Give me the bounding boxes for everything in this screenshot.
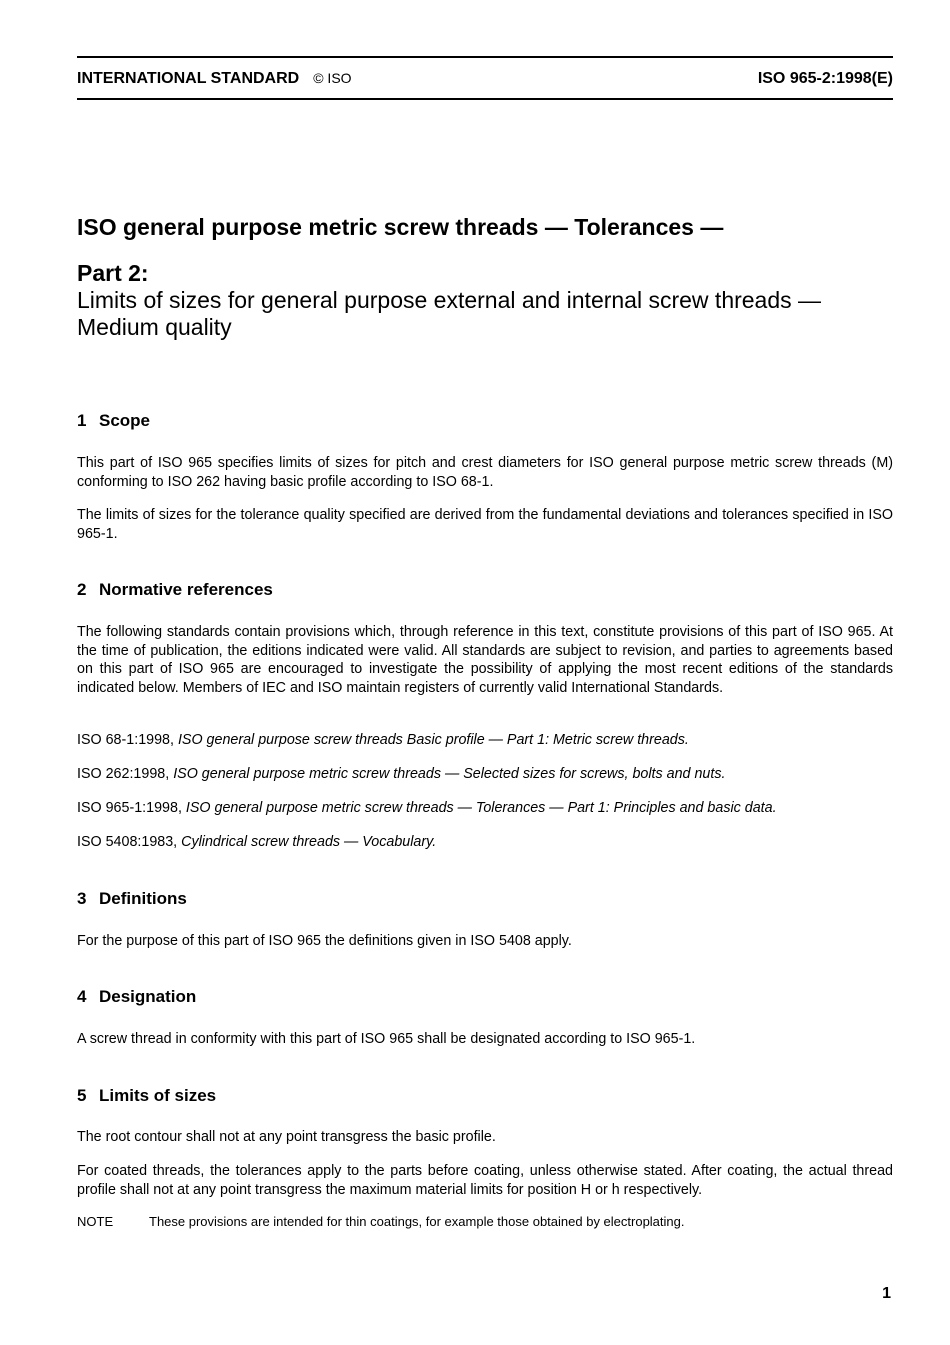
reference-title: Cylindrical screw threads — Vocabulary. (181, 834, 437, 850)
header-left (77, 70, 352, 88)
header-copyright: © ISO (313, 70, 352, 86)
section-heading-normative-references (77, 580, 273, 600)
reference-id: ISO 68-1:1998, (77, 732, 178, 748)
limits-paragraph-1: The root contour shall not at any point transgress the basic profile. (77, 1129, 496, 1145)
part-title: Limits of sizes for general purpose external and internal screw threads — Medium quality (77, 287, 822, 340)
section-heading-definitions (77, 889, 187, 909)
reference-title: ISO general purpose metric screw threads — Tolerances — Part 1: Principles and basic data. (185, 800, 777, 816)
reference-id: ISO 262:1998, (77, 766, 174, 782)
section-number: 2 (77, 580, 87, 599)
note (77, 1214, 685, 1230)
reference-id: ISO 5408:1983, (77, 834, 182, 850)
section-number: 5 (77, 1086, 87, 1105)
part-label: Part 2: (77, 260, 149, 286)
section-number: 3 (77, 889, 87, 908)
reference-id: ISO 965-1:1998, (77, 800, 186, 816)
limits-paragraph-2: For coated threads, the tolerances apply to the parts before coating, unless otherwise stated. After coating, the actual thread profile shall not at any point transgress the maximum material limits for position H or h respectively. (77, 1163, 893, 1198)
designation-paragraph: A screw thread in conformity with this part of ISO 965 shall be designated according to ISO 965-1. (77, 1031, 696, 1047)
page-number: 1 (882, 1285, 891, 1302)
section-number: 4 (77, 987, 87, 1006)
document-title: ISO general purpose metric screw threads — Tolerances — (77, 214, 724, 240)
section-heading-designation (77, 987, 196, 1007)
document-page (77, 0, 893, 1345)
section-number: 1 (77, 411, 87, 430)
header-doc-number: ISO 965-2:1998(E) (757, 70, 893, 87)
scope-paragraph-1: This part of ISO 965 specifies limits of sizes for pitch and crest diameters for ISO general purpose metric screw threads (M) conforming to ISO 262 having basic profile according to ISO 68-1. (77, 455, 893, 490)
section-title: Limits of sizes (99, 1086, 217, 1105)
header-standard-label: INTERNATIONAL STANDARD (77, 70, 300, 87)
reference-item (77, 731, 689, 750)
section-heading-scope (77, 411, 150, 431)
normative-intro-paragraph: The following standards contain provisions which, through reference in this text, constitute provisions of this part of ISO 965. At the time of publication, the editions indicated were valid. All standards are subject to revision, and parties to agreements based on this part of ISO 965 are encouraged to investigate the possibility of applying the most recent editions of the standards indicated below. Members of IEC and ISO maintain registers of currently valid International Standards. (77, 624, 893, 696)
note-text: These provisions are intended for thin coatings, for example those obtained by electroplating. (149, 1214, 685, 1229)
scope-paragraph-2: The limits of sizes for the tolerance quality specified are derived from the fundamental deviations and tolerances specified in ISO 965-1. (77, 507, 893, 542)
section-title: Designation (99, 987, 197, 1006)
definitions-paragraph: For the purpose of this part of ISO 965 the definitions given in ISO 5408 apply. (77, 933, 572, 949)
section-heading-limits-of-sizes (77, 1086, 216, 1106)
note-label: NOTE (77, 1214, 114, 1229)
section-title: Definitions (99, 889, 187, 908)
reference-title: ISO general purpose screw threads Basic profile — Part 1: Metric screw threads. (177, 732, 689, 748)
reference-item (77, 765, 725, 784)
reference-item (77, 833, 436, 852)
reference-title: ISO general purpose metric screw threads — Selected sizes for screws, bolts and nuts. (173, 766, 726, 782)
section-title: Scope (99, 411, 151, 430)
reference-item (77, 799, 777, 818)
header-rule-bottom (77, 98, 893, 100)
header-rule-top (77, 56, 893, 58)
section-title: Normative references (99, 580, 273, 599)
